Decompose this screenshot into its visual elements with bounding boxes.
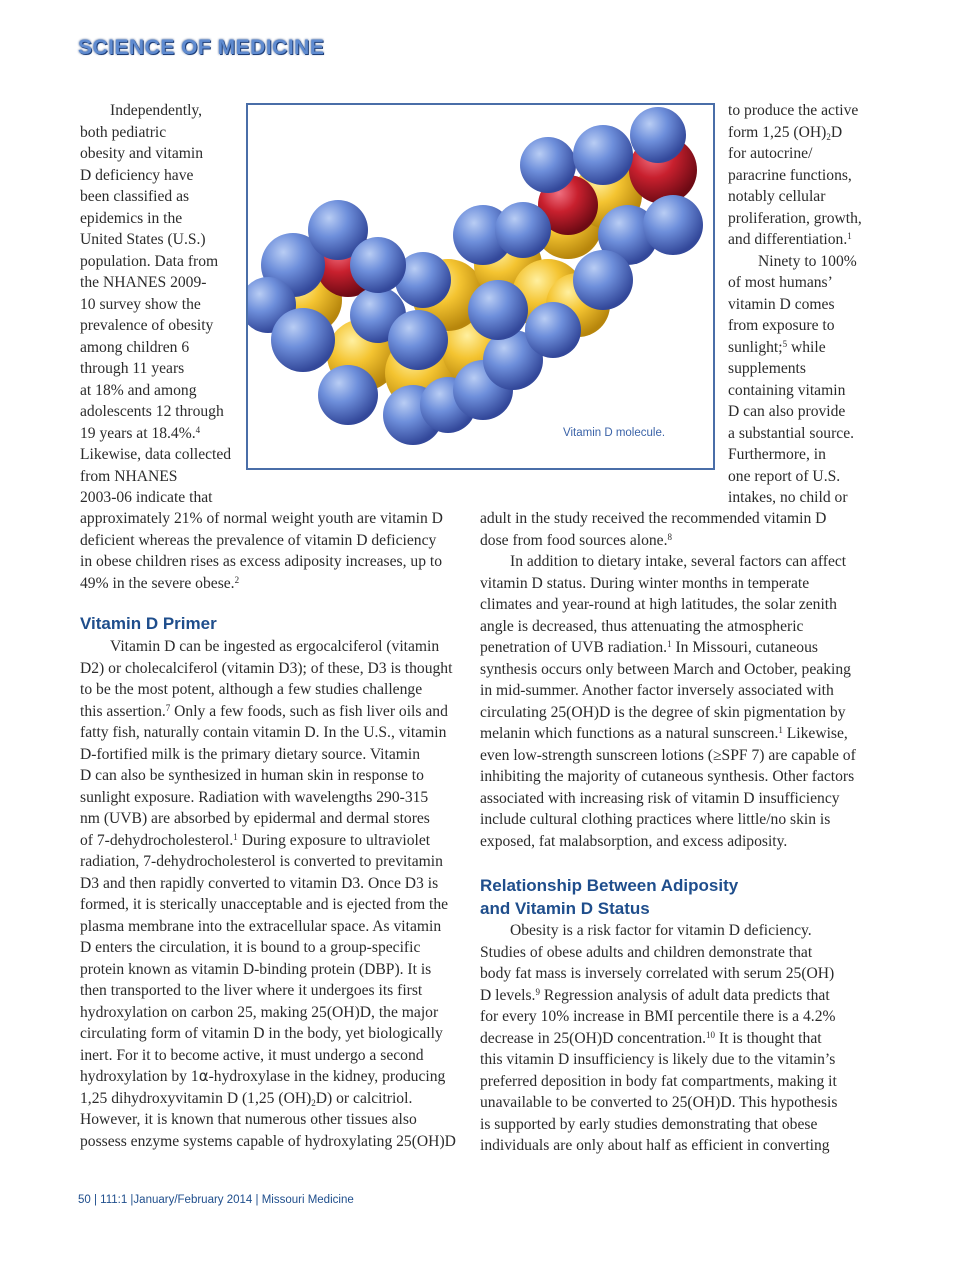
- text-line: supplements: [728, 360, 806, 377]
- text-line: to produce the active: [728, 102, 859, 119]
- page-footer: 50 | 111:1 |January/February 2014 | Missouri Medicine: [78, 1194, 354, 1206]
- text-line: approximately 21% of normal weight youth are vitamin D: [80, 510, 443, 527]
- primer-heading: Vitamin D Primer: [80, 614, 217, 633]
- text-line: decrease in 25(OH)D concentration.$^{10}$ It is thought that: [480, 1029, 822, 1047]
- text-line: vitamin D status. During winter months in temperate: [480, 574, 810, 592]
- text-line: possess enzyme systems capable of hydroxylating 25(OH)D: [80, 1132, 456, 1150]
- text-line: circulating 25(OH)D is the degree of skin pigmentation by: [480, 703, 846, 721]
- text-line: from NHANES: [80, 467, 178, 485]
- text-line: 10 survey show the: [80, 295, 201, 313]
- text-line: from exposure to: [728, 317, 835, 334]
- text-line: United States (U.S.): [80, 231, 206, 248]
- text-line: in mid-summer. Another factor inversely associated with: [480, 682, 834, 699]
- text-line: the NHANES 2009-: [80, 274, 207, 291]
- text-line: Independently,: [110, 102, 203, 119]
- text-line: unavailable to be converted to 25(OH)D. This hypothesis: [480, 1094, 838, 1111]
- text-line: Obesity is a risk factor for vitamin D deficiency.: [510, 922, 812, 939]
- text-line: to be the most potent, although a few studies challenge: [80, 681, 423, 698]
- text-line: exposed, fat malabsorption, and excess adiposity.: [480, 832, 788, 850]
- text-line: circulating form of vitamin D in the body, yet biologically: [80, 1025, 443, 1042]
- text-line: in obese children rises as excess adiposity increases, up to: [80, 553, 443, 570]
- text-line: angle is decreased, thus attenuating the atmospheric: [480, 617, 804, 635]
- citation: 7: [165, 702, 171, 713]
- text-line: 19 years at 18.4%.$^4$: [80, 424, 201, 442]
- text-line: D can also be synthesized in human skin in response to: [80, 767, 424, 784]
- adiposity-heading: Relationship Between Adiposity: [480, 876, 739, 895]
- citation: 10: [706, 1029, 716, 1040]
- text-line: Ninety to 100%: [758, 252, 857, 270]
- text-line: D3 and then rapidly converted to vitamin D3. Once D3 is: [80, 874, 439, 892]
- citation: 8: [667, 531, 673, 542]
- text-line: D deficiency have: [80, 166, 194, 184]
- citation: 1: [778, 725, 783, 735]
- text-line: Furthermore, in: [728, 446, 826, 463]
- citation: 1: [847, 231, 852, 241]
- text-line: sunlight exposure. Radiation with wavelengths 290-315: [80, 788, 429, 806]
- text-line: paracrine functions,: [728, 166, 852, 184]
- text-line: deficient whereas the prevalence of vitamin D deficiency: [80, 531, 437, 549]
- citation: 9: [535, 986, 540, 997]
- text-line: proliferation, growth,: [728, 209, 862, 227]
- text-line: 49% in the severe obese.$^2$: [80, 574, 240, 592]
- text-line: through 11 years: [80, 360, 185, 377]
- text-line: D enters the circulation, it is bound to a group-specific: [80, 939, 421, 956]
- text-line: D2) or cholecalciferol (vitamin D3); of these, D3 is thought: [80, 659, 453, 677]
- text-line: melanin which functions as a natural sunscreen.$^1$ Likewise,: [480, 725, 848, 742]
- section-label: SCIENCE OF MEDICINE: [78, 36, 325, 59]
- text-line: radiation, 7-dehydrocholesterol is converted to previtamin: [80, 853, 443, 870]
- text-line: Vitamin D can be ingested as ergocalciferol (vitamin: [110, 638, 440, 655]
- text-line: 1,25 dihydroxyvitamin D (1,25 $(OH)_2D$) or calcitriol.: [80, 1089, 413, 1108]
- text-line: this vitamin D insufficiency is likely due to the vitamin’s: [480, 1051, 836, 1068]
- citation: 5: [782, 338, 788, 349]
- text-line: adolescents 12 through: [80, 403, 224, 420]
- adiposity-heading-line2: and Vitamin D Status: [480, 899, 650, 918]
- text-line: nm (UVB) are absorbed by epidermal and dermal stores: [80, 810, 430, 827]
- text-line: individuals are only about half as efficient in converting: [480, 1137, 830, 1154]
- text-line: However, it is known that numerous other tissues also: [80, 1111, 417, 1128]
- citation: 1: [233, 831, 238, 842]
- text-line: a substantial source.: [728, 424, 855, 442]
- text-line: fatty fish, naturally contain vitamin D. In the U.S., vitamin: [80, 724, 447, 741]
- text-line: notably cellular: [728, 188, 826, 205]
- text-line: sunlight;$^5$ while: [728, 338, 826, 356]
- text-line: both pediatric: [80, 123, 167, 141]
- text-line: D-fortified milk is the primary dietary source. Vitamin: [80, 745, 421, 763]
- text-line: dose from food sources alone.$^8$: [480, 531, 673, 549]
- text-line: intakes, no child or: [728, 489, 848, 506]
- text-line: epidemics in the: [80, 209, 183, 227]
- text-line: population. Data from: [80, 252, 219, 270]
- text-line: penetration of UVB radiation.$^1$ In Missouri, cutaneous: [480, 639, 818, 656]
- text-line: inhibiting the majority of cutaneous synthesis. Other factors: [480, 768, 855, 785]
- text-line: among children 6: [80, 338, 190, 356]
- text-line: include cultural clothing practices where little/no skin is: [480, 811, 831, 828]
- text-line: formed, it is sterically unacceptable and is ejected from the: [80, 896, 449, 913]
- text-line: containing vitamin: [728, 381, 846, 399]
- text-line: body fat mass is inversely correlated with serum 25(OH): [480, 965, 835, 982]
- citation: 2: [234, 574, 240, 585]
- text-line: In addition to dietary intake, several factors can affect: [510, 553, 847, 570]
- text-line: form 1,25 $(OH)_2D$: [728, 123, 843, 142]
- text-line: at 18% and among: [80, 381, 197, 399]
- molecule-figure: [246, 103, 715, 470]
- text-line: for every 10% increase in BMI percentile there is a 4.2%: [480, 1008, 836, 1025]
- text-line: of most humans’: [728, 274, 833, 291]
- text-line: preferred deposition in body fat compartments, making it: [480, 1072, 837, 1090]
- text-line: 2003-06 indicate that: [80, 489, 213, 506]
- text-line: hydroxylation on carbon 25, making 25(OH)D, the major: [80, 1003, 439, 1021]
- text-line: been classified as: [80, 188, 190, 205]
- text-line: for autocrine/: [728, 145, 813, 162]
- text-line: inert. For it to become active, it must undergo a second: [80, 1046, 424, 1064]
- text-line: associated with increasing risk of vitamin D insufficiency: [480, 789, 840, 807]
- text-line: plasma membrane into the extracellular space. As vitamin: [80, 917, 442, 935]
- text-line: synthesis occurs only between March and October, peaking: [480, 660, 851, 678]
- citation: 1: [667, 639, 672, 649]
- vitamin-d-molecule-illustration: [248, 105, 715, 470]
- text-line: Studies of obese adults and children demonstrate that: [480, 943, 813, 961]
- text-line: climates and year-round at high latitudes, the solar zenith: [480, 596, 837, 613]
- text-line: D levels.$^9$ Regression analysis of adult data predicts that: [480, 986, 830, 1004]
- text-line: of 7-dehydrocholesterol.$^1$ During exposure to ultraviolet: [80, 831, 431, 849]
- citation: 4: [195, 424, 201, 435]
- text-line: protein known as vitamin D-binding protein (DBP). It is: [80, 960, 432, 978]
- text-line: then transported to the liver where it undergoes its first: [80, 982, 423, 999]
- text-line: obesity and vitamin: [80, 145, 203, 162]
- text-line: is supported by early studies demonstrating that obese: [480, 1115, 818, 1133]
- text-line: one report of U.S.: [728, 467, 841, 485]
- text-line: even low-strength sunscreen lotions (≥SPF 7) are capable of: [480, 746, 856, 764]
- text-line: D can also provide: [728, 403, 846, 420]
- text-line: and differentiation.$^1$: [728, 231, 852, 248]
- text-line: hydroxylation by 1α-hydroxylase in the kidney, producing: [80, 1067, 446, 1085]
- text-line: this assertion.$^7$ Only a few foods, such as fish liver oils and: [80, 702, 448, 720]
- text-line: prevalence of obesity: [80, 317, 214, 334]
- text-line: vitamin D comes: [728, 295, 835, 313]
- alpha-symbol: α: [198, 1067, 209, 1085]
- figure-caption: Vitamin D molecule.: [563, 427, 666, 439]
- text-line: Likewise, data collected: [80, 446, 232, 463]
- text-line: adult in the study received the recommended vitamin D: [480, 510, 827, 527]
